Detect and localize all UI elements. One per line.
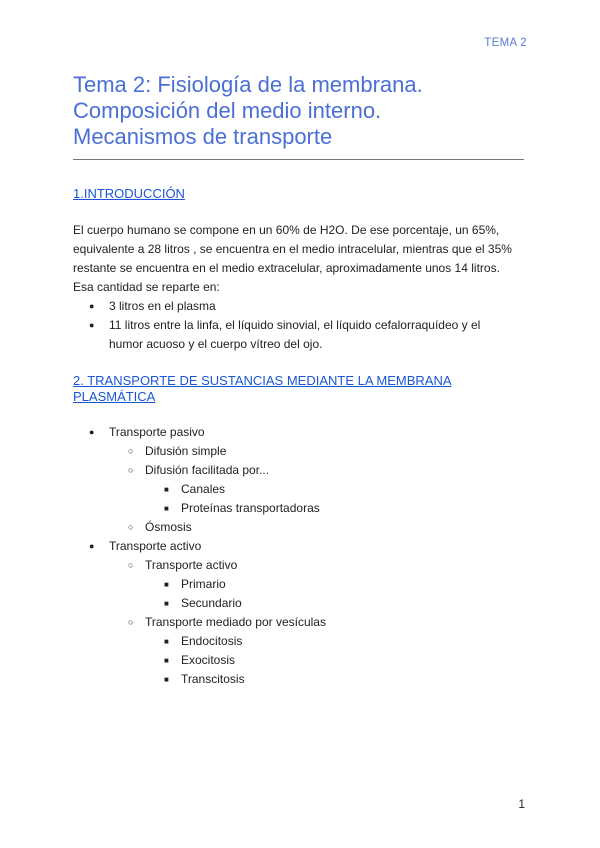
list-item (73, 499, 528, 518)
intro-paragraph (73, 221, 528, 297)
bullet-circle-icon: ○ (128, 560, 134, 570)
heading-line: 2. TRANSPORTE DE SUSTANCIAS MEDIANTE LA MEMBRANA (73, 373, 452, 388)
bullet-square-icon: ■ (164, 599, 169, 608)
list-item (73, 423, 528, 442)
list-item-text: Endocitosis (181, 634, 243, 648)
bullet-circle-icon: ○ (128, 465, 134, 475)
list-item-text: 3 litros en el plasma (109, 299, 216, 313)
bullet-square-icon: ■ (164, 504, 169, 513)
list-item-text: Ósmosis (145, 520, 192, 534)
list-item-text: Exocitosis (181, 653, 236, 667)
list-item (73, 442, 528, 461)
paragraph-line: equivalente a 28 litros , se encuentra en el medio intracelular, mientras que el 35% (73, 242, 512, 256)
transport-outline-list (73, 423, 528, 689)
list-item (73, 461, 528, 480)
list-item-text: 11 litros entre la linfa, el líquido sinovial, el líquido cefalorraquídeo y el (109, 318, 481, 332)
paragraph-line: El cuerpo humano se compone en un 60% de H2O. De ese porcentaje, un 65%, (73, 223, 500, 237)
list-item (73, 594, 528, 613)
paragraph-line: Esa cantidad se reparte en: (73, 280, 220, 294)
bullet-square-icon: ■ (164, 580, 169, 589)
intro-bullet-list (73, 297, 528, 354)
section-1-heading-link[interactable]: 1.INTRODUCCIÓN (73, 186, 185, 201)
list-item (73, 613, 528, 632)
list-item-text: Secundario (181, 596, 242, 610)
bullet-square-icon: ■ (164, 485, 169, 494)
list-item-text: Difusión simple (145, 444, 227, 458)
page-title (73, 72, 533, 150)
bullet-square-icon: ■ (164, 637, 169, 646)
list-item-text: Transporte activo (109, 539, 202, 553)
bullet-disc-icon: ● (89, 541, 95, 551)
bullet-circle-icon: ○ (128, 617, 134, 627)
list-item-text: Transporte mediado por vesículas (145, 615, 326, 629)
list-item (73, 632, 528, 651)
bullet-circle-icon: ○ (128, 446, 134, 456)
bullet-circle-icon: ○ (128, 522, 134, 532)
header-tag: TEMA 2 (484, 37, 527, 49)
list-item (73, 480, 528, 499)
title-line: Composición del medio interno. (73, 98, 382, 123)
list-item (73, 670, 528, 689)
bullet-disc-icon: ● (89, 301, 95, 311)
list-item (73, 575, 528, 594)
list-item (73, 537, 528, 556)
bullet-square-icon: ■ (164, 656, 169, 665)
list-item-text: Difusión facilitada por... (145, 463, 270, 477)
list-item (73, 316, 528, 354)
list-item-text: Proteínas transportadoras (181, 501, 320, 515)
bullet-square-icon: ■ (164, 675, 169, 684)
list-item (73, 556, 528, 575)
list-item-text: Primario (181, 577, 226, 591)
section-2-heading-link[interactable] (73, 373, 452, 405)
list-item-text: Transporte activo (145, 558, 238, 572)
page-number: 1 (518, 797, 525, 811)
bullet-disc-icon: ● (89, 427, 95, 437)
heading-line: PLASMÁTICA (73, 389, 156, 404)
list-item (73, 297, 528, 316)
title-line: Tema 2: Fisiología de la membrana. (73, 72, 423, 97)
list-item-text: humor acuoso y el cuerpo vítreo del ojo. (109, 337, 323, 351)
list-item (73, 518, 528, 537)
paragraph-line: restante se encuentra en el medio extracelular, aproximadamente unos 14 litros. (73, 261, 500, 275)
title-divider (73, 159, 524, 160)
bullet-disc-icon: ● (89, 320, 95, 330)
list-item-text: Canales (181, 482, 226, 496)
list-item (73, 651, 528, 670)
list-item-text: Transcitosis (181, 672, 245, 686)
title-line: Mecanismos de transporte (73, 124, 333, 149)
list-item-text: Transporte pasivo (109, 425, 205, 439)
